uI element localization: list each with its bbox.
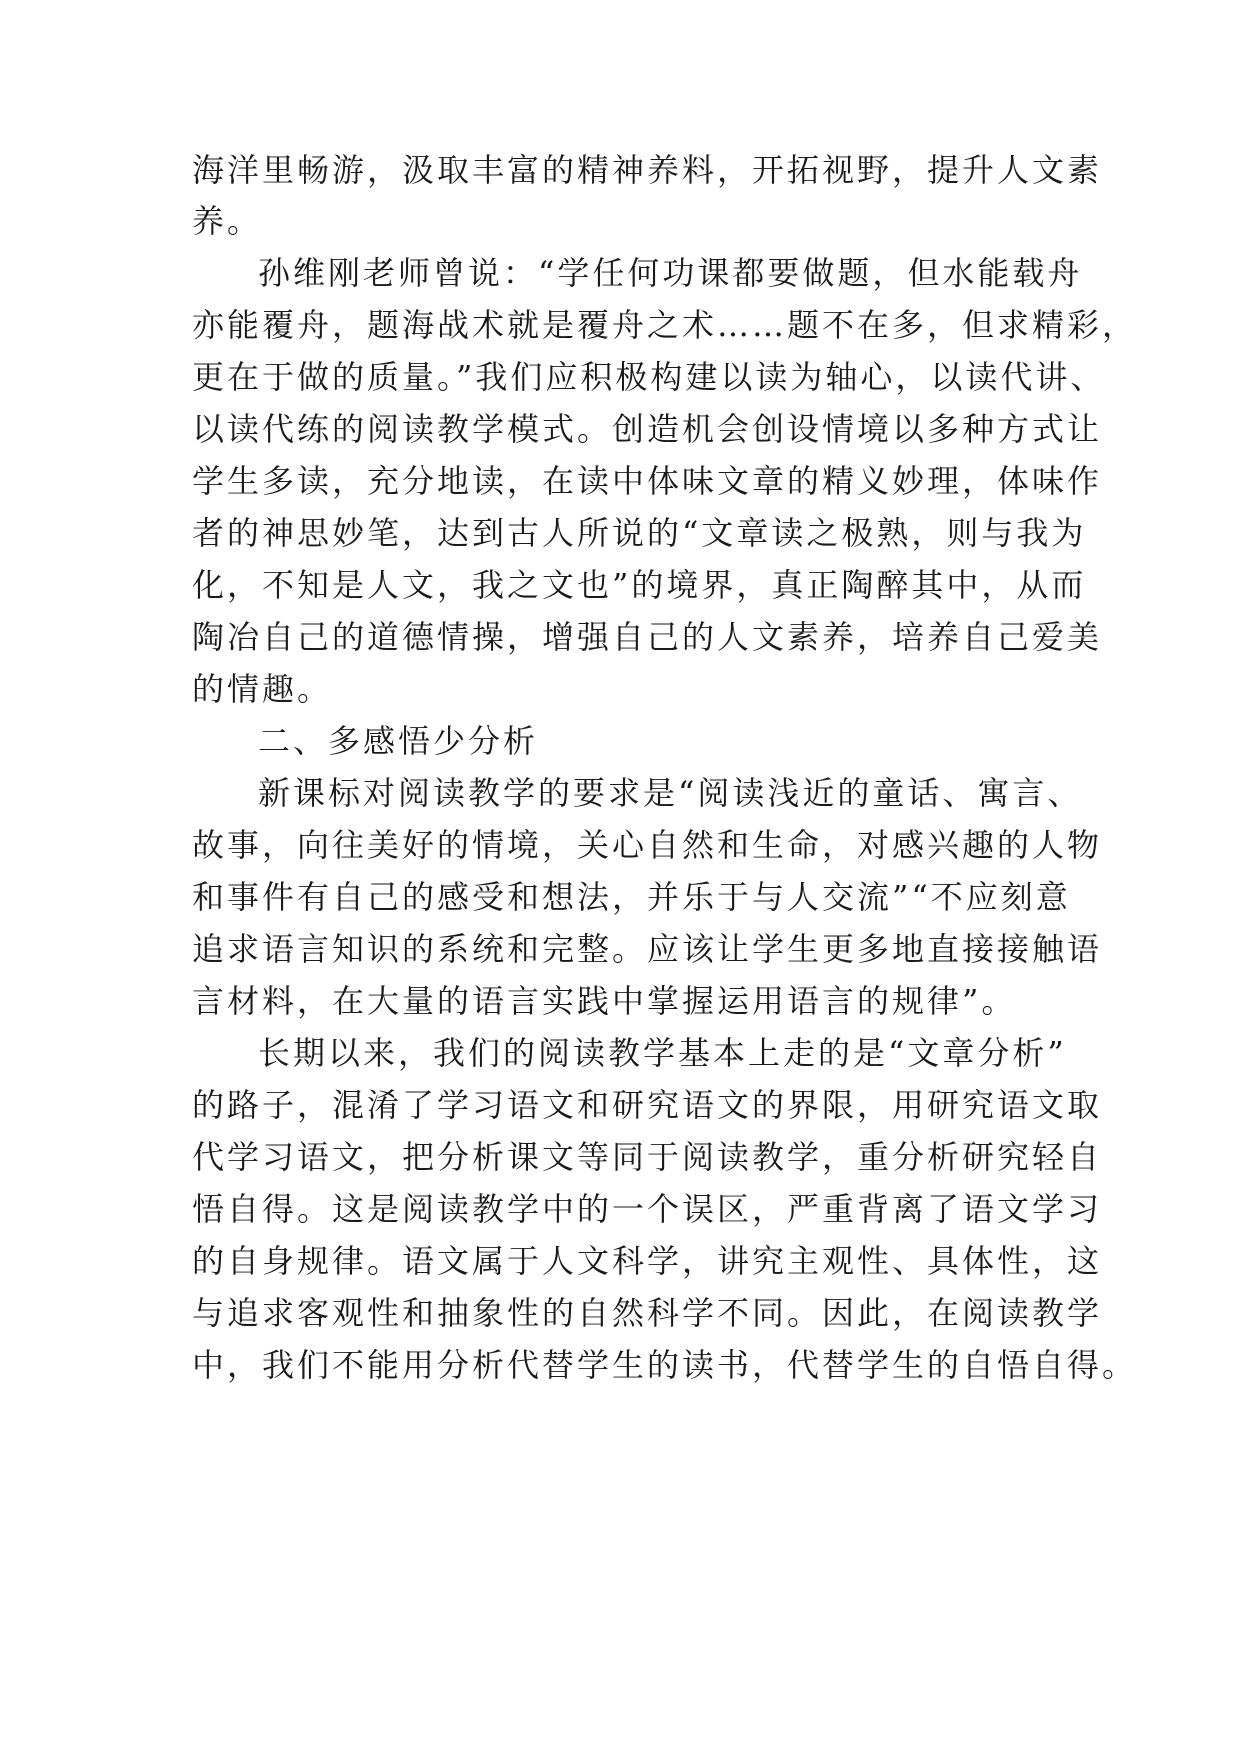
text-line: 故事，向往美好的情境，关心自然和生命，对感兴趣的人物 <box>192 826 1103 864</box>
text-line: 追求语言知识的系统和完整。应该让学生更多地直接接触语 <box>192 930 1103 968</box>
paragraph-first-line: 长期以来，我们的阅读教学基本上走的是“文章分析” <box>258 1034 1067 1072</box>
section-heading: 二、多感悟少分析 <box>258 722 539 760</box>
text-line: 化，不知是人文，我之文也”的境界，真正陶醉其中，从而 <box>192 566 1087 604</box>
text-line: 的情趣。 <box>192 670 333 708</box>
text-line: 陶冶自己的道德情操，增强自己的人文素养，培养自己爱美 <box>192 618 1103 656</box>
text-line: 更在于做的质量。”我们应积极构建以读为轴心，以读代讲、 <box>192 358 1106 396</box>
text-line: 亦能覆舟，题海战术就是覆舟之术……题不在多，但求精彩， <box>192 306 1138 344</box>
text-line: 言材料，在大量的语言实践中掌握运用语言的规律”。 <box>192 982 1017 1020</box>
text-line: 和事件有自己的感受和想法，并乐于与人交流”“不应刻意 <box>192 878 1071 916</box>
text-line: 的路子，混淆了学习语文和研究语文的界限，用研究语文取 <box>192 1086 1103 1124</box>
text-line: 以读代练的阅读教学模式。创造机会创设情境以多种方式让 <box>192 410 1103 448</box>
text-line: 海洋里畅游，汲取丰富的精神养料，开拓视野，提升人文素 <box>192 151 1103 189</box>
text-line: 的自身规律。语文属于人文科学，讲究主观性、具体性，这 <box>192 1242 1103 1280</box>
paragraph-first-line: 孙维刚老师曾说：“学任何功课都要做题，但水能载舟 <box>258 254 1083 292</box>
text-line: 者的神思妙笔，达到古人所说的“文章读之极熟，则与我为 <box>192 514 1087 552</box>
text-line: 中，我们不能用分析代替学生的读书，代替学生的自悟自得。 <box>192 1346 1138 1384</box>
text-line: 代学习语文，把分析课文等同于阅读教学，重分析研究轻自 <box>192 1138 1103 1176</box>
text-line: 与追求客观性和抽象性的自然科学不同。因此，在阅读教学 <box>192 1294 1103 1332</box>
text-line: 学生多读，充分地读，在读中体味文章的精义妙理，体味作 <box>192 462 1103 500</box>
text-line: 养。 <box>192 202 263 240</box>
paragraph-first-line: 新课标对阅读教学的要求是“阅读浅近的童话、寓言、 <box>258 774 1083 812</box>
text-line: 悟自得。这是阅读教学中的一个误区，严重背离了语文学习 <box>192 1190 1103 1228</box>
